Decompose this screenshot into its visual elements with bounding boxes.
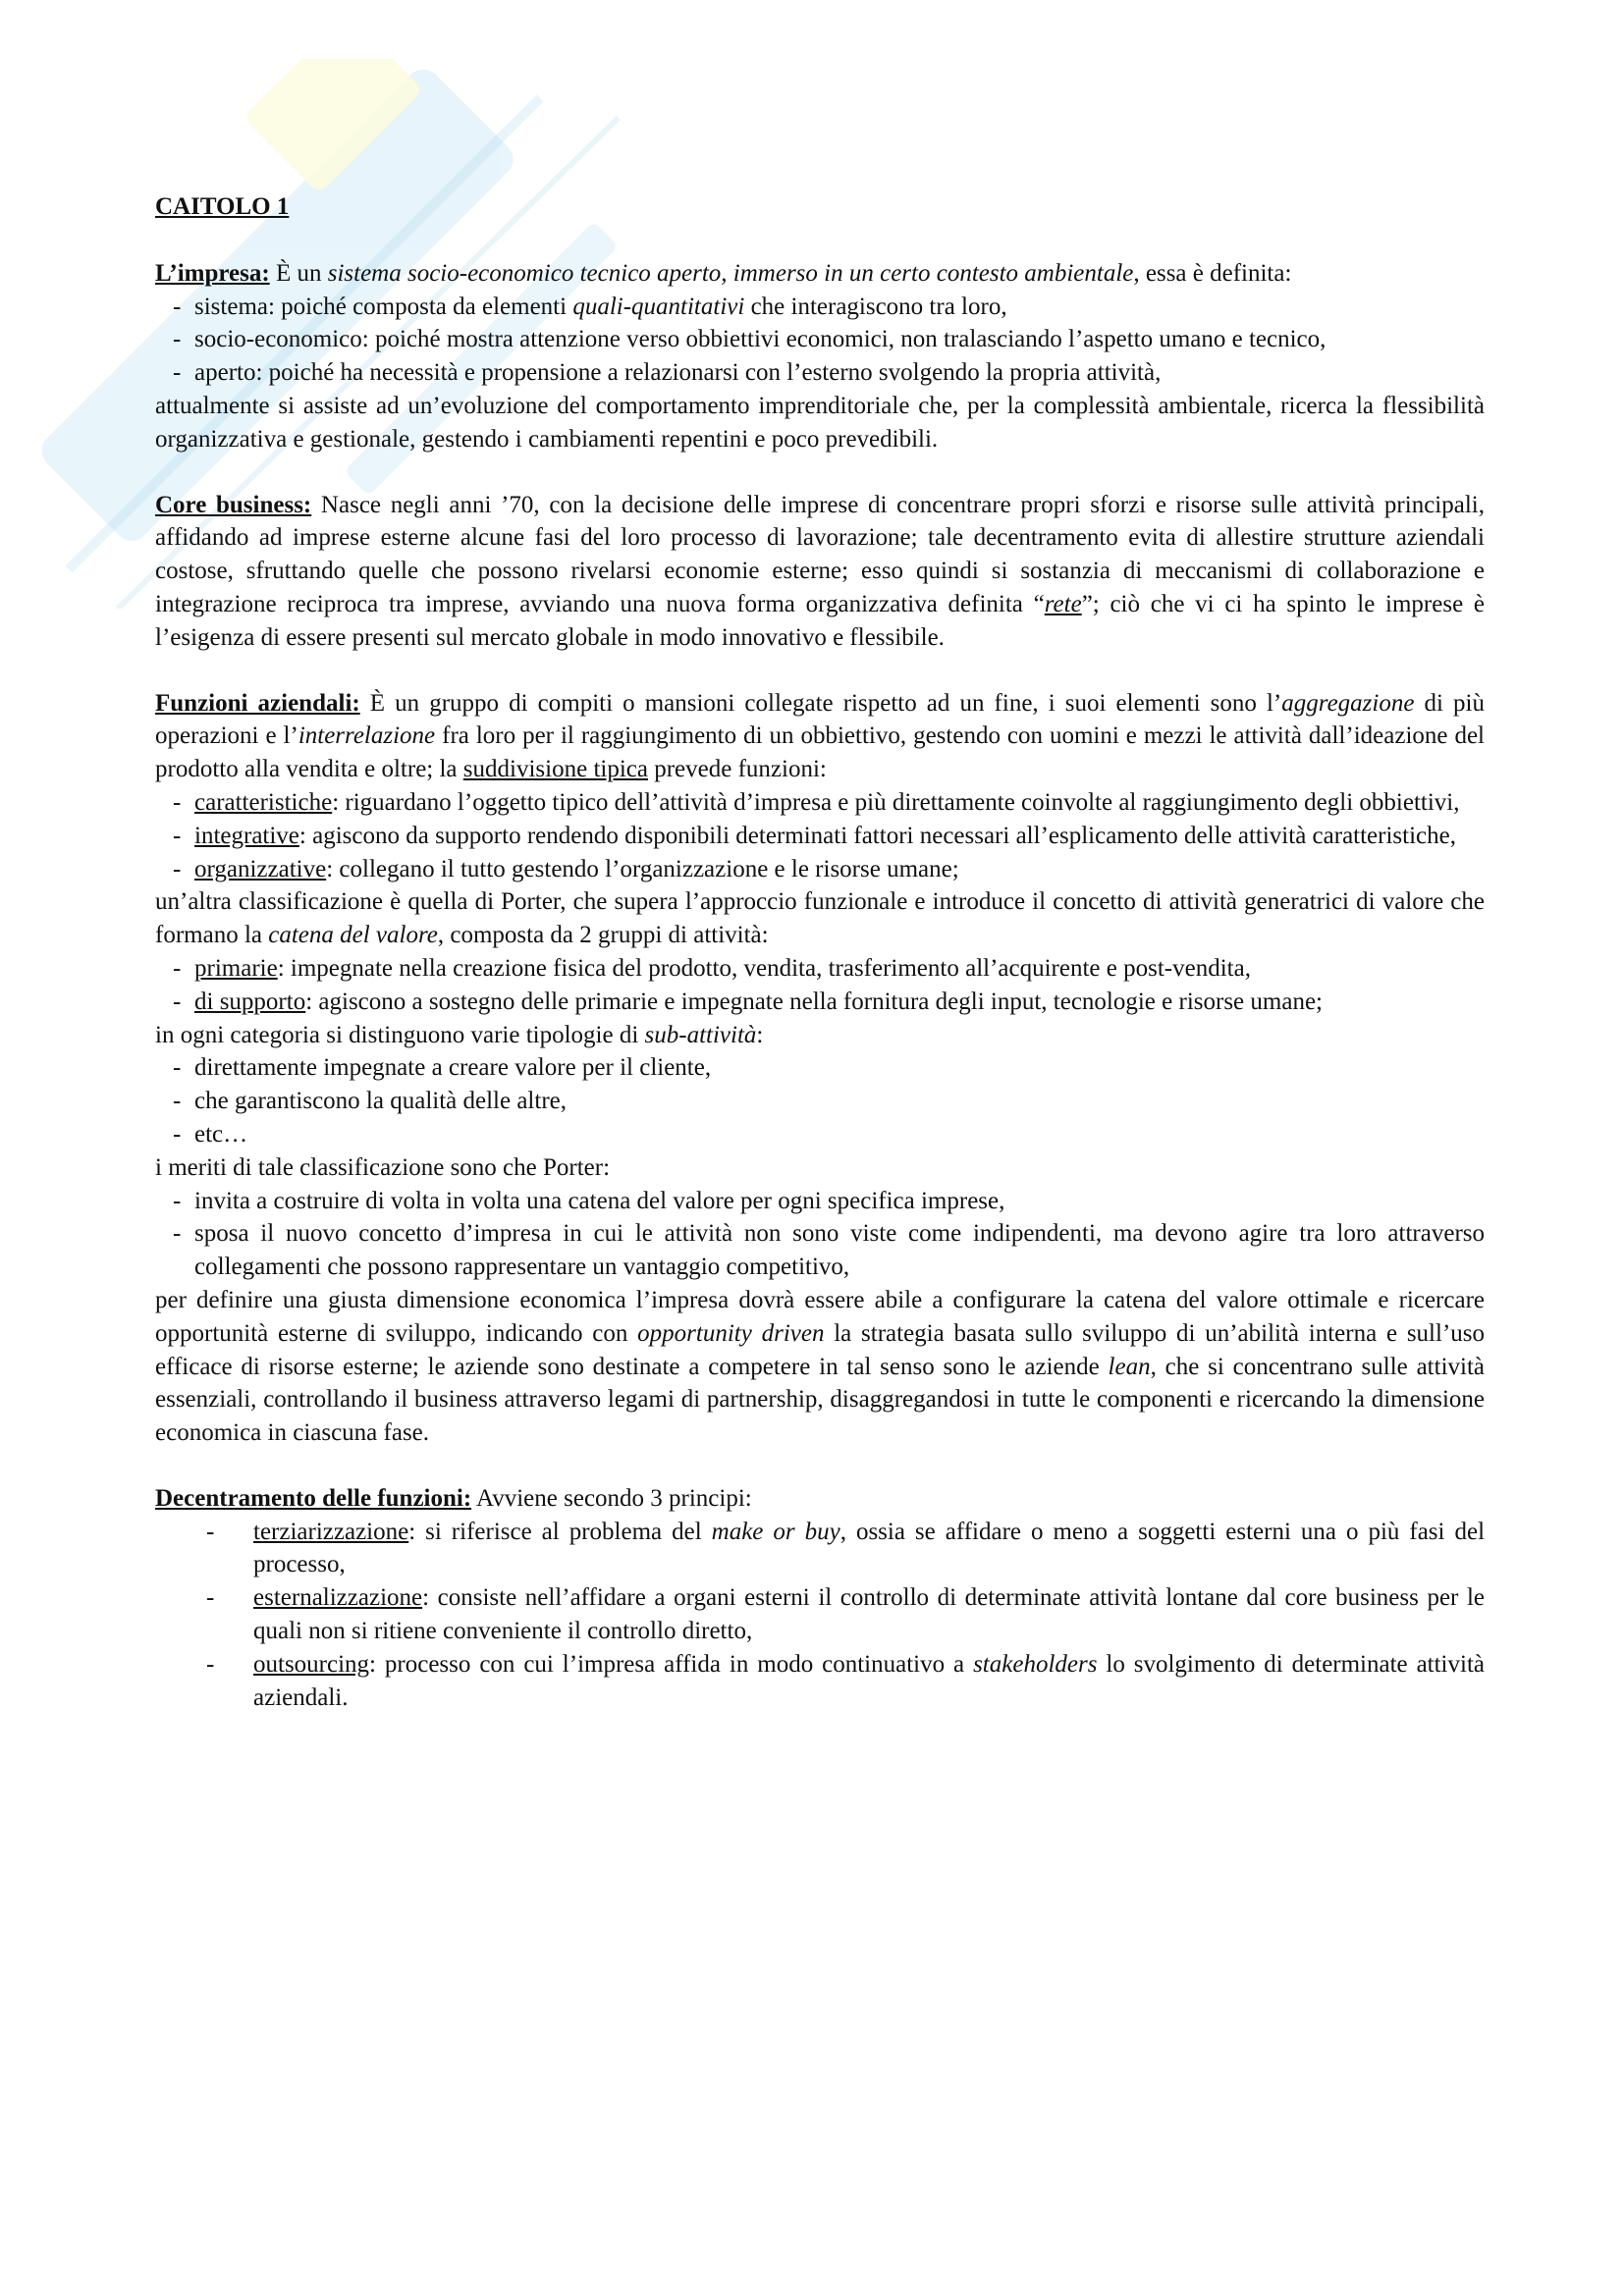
- list-item: - esternalizzazione: consiste nell’affidare a organi esterni il controllo di determinate attività lontane dal core business per le quali non si ritiene conveniente il controllo diretto,: [206, 1584, 1485, 1645]
- funzioni-intro: Funzioni aziendali: È un gruppo di compiti o mansioni collegate rispetto ad un fine, i suoi elementi sono l’aggregazione di più operazioni e l’interrelazione fra loro per il raggiungimento di un obbiettivo, gestendo con uomini e mezzi le attività dall’ideazione del prodotto alla vendita e oltre; la suddivisione tipica prevede funzioni:: [155, 689, 1485, 783]
- list-item: - di supporto: agiscono a sostegno delle primarie e impegnate nella fornitura degli input, tecnologie e risorse umane;: [173, 988, 1323, 1015]
- list-item: - sistema: poiché composta da elementi quali-quantitativi che interagiscono tra loro,: [173, 293, 1007, 320]
- list-item: - caratteristiche: riguardano l’oggetto tipico dell’attività d’impresa e più direttamente coinvolte al raggiungimento degli obbiettivi,: [173, 788, 1460, 816]
- porter-groups-list: [155, 952, 1485, 1019]
- section-heading: L’impresa:: [155, 259, 270, 287]
- list-item: - integrative: agiscono da supporto rendendo disponibili determinati fattori necessari all’esplicamento delle attività caratteristiche,: [173, 822, 1456, 849]
- list-item: - organizzative: collegano il tutto gestendo l’organizzazione e le risorse umane;: [173, 855, 959, 882]
- core-business-text: Core business: Nasce negli anni ’70, con la decisione delle imprese di concentrare propri sforzi e risorse sulle attività principali, affidando ad imprese esterne alcune fasi del loro processo di lavorazione; tale decentramento evita di allestire strutture aziendali costose, sfruttando quelle che possono rivelarsi economie esterne; esso quindi si sostanzia di meccanismi di collaborazione e integrazione reciproca tra imprese, avviando una nuova forma organizzativa definita “rete”; ciò che vi ci ha spinto le imprese è l’esigenza di essere presenti sul mercato globale in modo innovativo e flessibile.: [155, 491, 1485, 651]
- meriti-intro: i meriti di tale classificazione sono che Porter:: [155, 1153, 611, 1181]
- section-heading: Decentramento delle funzioni:: [155, 1484, 472, 1512]
- list-item: - primarie: impegnate nella creazione fisica del prodotto, vendita, trasferimento all’acquirente e post-vendita,: [173, 954, 1251, 982]
- decentramento-intro: Decentramento delle funzioni: Avviene secondo 3 principi:: [155, 1484, 752, 1512]
- list-item: - direttamente impegnate a creare valore per il cliente,: [173, 1054, 712, 1082]
- list-item: - aperto: poiché ha necessità e propensione a relazionarsi con l’esterno svolgendo la propria attività,: [173, 359, 1162, 387]
- list-item: - terziarizzazione: si riferisce al problema del make or buy, ossia se affidare o meno a soggetti esterni una o più fasi del processo,: [206, 1518, 1486, 1578]
- section-impresa: [155, 257, 1485, 456]
- document-body: [155, 190, 1485, 1746]
- meriti-list: [155, 1185, 1485, 1284]
- sub-attivita-intro: in ogni categoria si distinguono varie tipologie di sub-attività:: [155, 1021, 764, 1048]
- sub-attivita-list: [155, 1051, 1485, 1150]
- impresa-intro: L’impresa: È un sistema socio-economico tecnico aperto, immerso in un certo contesto ambientale, essa è definita:: [155, 259, 1292, 287]
- list-item: - sposa il nuovo concetto d’impresa in cui le attività non sono viste come indipendenti, ma devono agire tra loro attraverso collegamenti che possono rappresentare un vantaggio competitivo,: [173, 1220, 1485, 1281]
- section-core-business: [155, 489, 1485, 655]
- section-decentramento: [155, 1482, 1485, 1715]
- list-item: - invita a costruire di volta in volta una catena del valore per ogni specifica imprese,: [173, 1187, 1005, 1214]
- chapter-title: CAITOLO 1: [155, 193, 290, 220]
- section-funzioni-aziendali: [155, 687, 1485, 1450]
- impresa-tail: attualmente si assiste ad un’evoluzione del comportamento imprenditoriale che, per la complessità ambientale, ricerca la flessibilità organizzativa e gestionale, gestendo i cambiamenti repentini e poco prevedibili.: [155, 392, 1485, 453]
- funzioni-types-list: [155, 786, 1485, 885]
- list-item: - etc…: [173, 1120, 248, 1148]
- list-item: - che garantiscono la qualità delle altre,: [173, 1088, 567, 1115]
- decentramento-list: [155, 1516, 1485, 1715]
- funzioni-conclusion: per definire una giusta dimensione economica l’impresa dovrà essere abile a configurare la catena del valore ottimale e ricercare opportunità esterne di sviluppo, indicando con opportunity driven la strategia basata sullo sviluppo di un’abilità interna e sull’uso efficace di risorse esterne; le aziende sono destinate a competere in tal senso sono le aziende lean, che si concentrano sulle attività essenziali, controllando il business attraverso legami di partnership, disaggregandosi in tutte le componenti e ricercando la dimensione economica in ciascuna fase.: [155, 1286, 1486, 1447]
- list-item: - outsourcing: processo con cui l’impresa affida in modo continuativo a stakeholders lo svolgimento di determinate attività aziendali.: [206, 1650, 1485, 1711]
- section-heading: Funzioni aziendali:: [155, 689, 360, 717]
- section-heading: Core business:: [155, 491, 312, 518]
- impresa-list: [155, 291, 1485, 390]
- list-item: - socio-economico: poiché mostra attenzione verso obbiettivi economici, non tralasciando l’aspetto umano e tecnico,: [173, 326, 1326, 353]
- porter-intro: un’altra classificazione è quella di Porter, che supera l’approccio funzionale e introduce il concetto di attività generatrici di valore che formano la catena del valore, composta da 2 gruppi di attività:: [155, 888, 1485, 949]
